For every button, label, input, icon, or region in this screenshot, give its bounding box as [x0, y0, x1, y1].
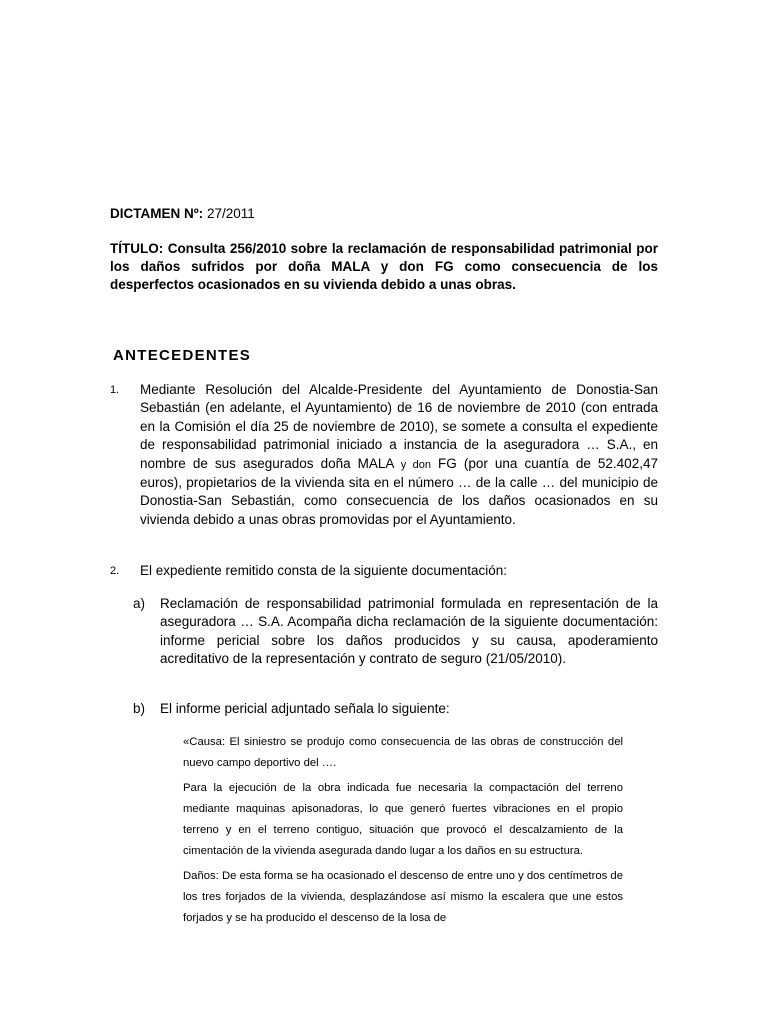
- claimant-name: FG: [438, 455, 457, 471]
- sub-list-item: [133, 595, 658, 669]
- sub-list-text: El informe pericial adjuntado señala lo siguiente:: [160, 701, 450, 716]
- sub-list-letter: b): [133, 701, 146, 716]
- list-item-number: 1.: [110, 384, 120, 396]
- list-item-text: El expediente remitido consta de la siguiente documentación:: [140, 563, 507, 578]
- list-item: [110, 381, 658, 529]
- dictamen-label: DICTAMEN Nº:: [110, 206, 204, 221]
- list-item-text-part: (por una cuantía de 52.402,47 euros), propietarios de la vivienda sita en el número … de la calle … del municipio de Donostia-San Sebastián, como consecuencia de los daños ocasionados en su vivienda debido a unas obras promovidas por el Ayuntamiento.: [140, 455, 658, 527]
- quote-paragraph: Daños: De esta forma se ha ocasionado el descenso de entre uno y dos centímetros de los tres forjados de la vivienda, desplazándose así mismo la escalera que une estos forjados y se ha producido el descenso de la losa de: [183, 870, 623, 924]
- list-item: [110, 562, 658, 580]
- claimant-name: MALA: [357, 455, 394, 471]
- quote-paragraph: Para la ejecución de la obra indicada fue necesaria la compactación del terreno mediante maquinas apisonadoras, lo que generó fuertes vibraciones en el propio terreno y en el terreno contiguo, situación que provocó el descalzamiento de la cimentación de la vivienda asegurada dando lugar a los daños en su estructura.: [183, 782, 623, 857]
- sub-list-letter: a): [133, 596, 146, 611]
- document-title: TÍTULO: Consulta 256/2010 sobre la reclamación de responsabilidad patrimonial por los daños sufridos por doña MALA y don FG como consecuencia de los desperfectos ocasionados en su vivienda debido a unas obras.: [110, 241, 658, 292]
- dictamen-number: [110, 205, 255, 223]
- list-item-number: 2.: [110, 565, 120, 577]
- list-item-text: [140, 381, 658, 529]
- sub-list-text: Reclamación de responsabilidad patrimonial formulada en representación de la aseguradora … S.A. Acompaña dicha reclamación de la siguiente documentación: informe pericial sobre los daños producidos y su causa, apoderamiento acreditativo de la representación y contrato de seguro (21/05/2010).: [160, 596, 658, 667]
- dictamen-value: 27/2011: [206, 206, 255, 221]
- quote-paragraph: «Causa: El siniestro se produjo como consecuencia de las obras de construcción del nuevo campo deportivo del ….: [183, 736, 623, 769]
- sub-list-item: [133, 700, 658, 718]
- connector-text: y don: [400, 458, 431, 471]
- section-heading: ANTECEDENTES: [113, 347, 252, 364]
- list-item-text-part: Mediante Resolución del Alcalde-Presidente del Ayuntamiento de Donostia-San Sebastián (en adelante, el Ayuntamiento) de 16 de noviembre de 2010 (con entrada en la Comisión el día 25 de noviembre de 2010), se somete a consulta el expediente de responsabilidad patrimonial iniciado a instancia de la aseguradora … S.A., en nombre de sus asegurados doña: [140, 382, 658, 471]
